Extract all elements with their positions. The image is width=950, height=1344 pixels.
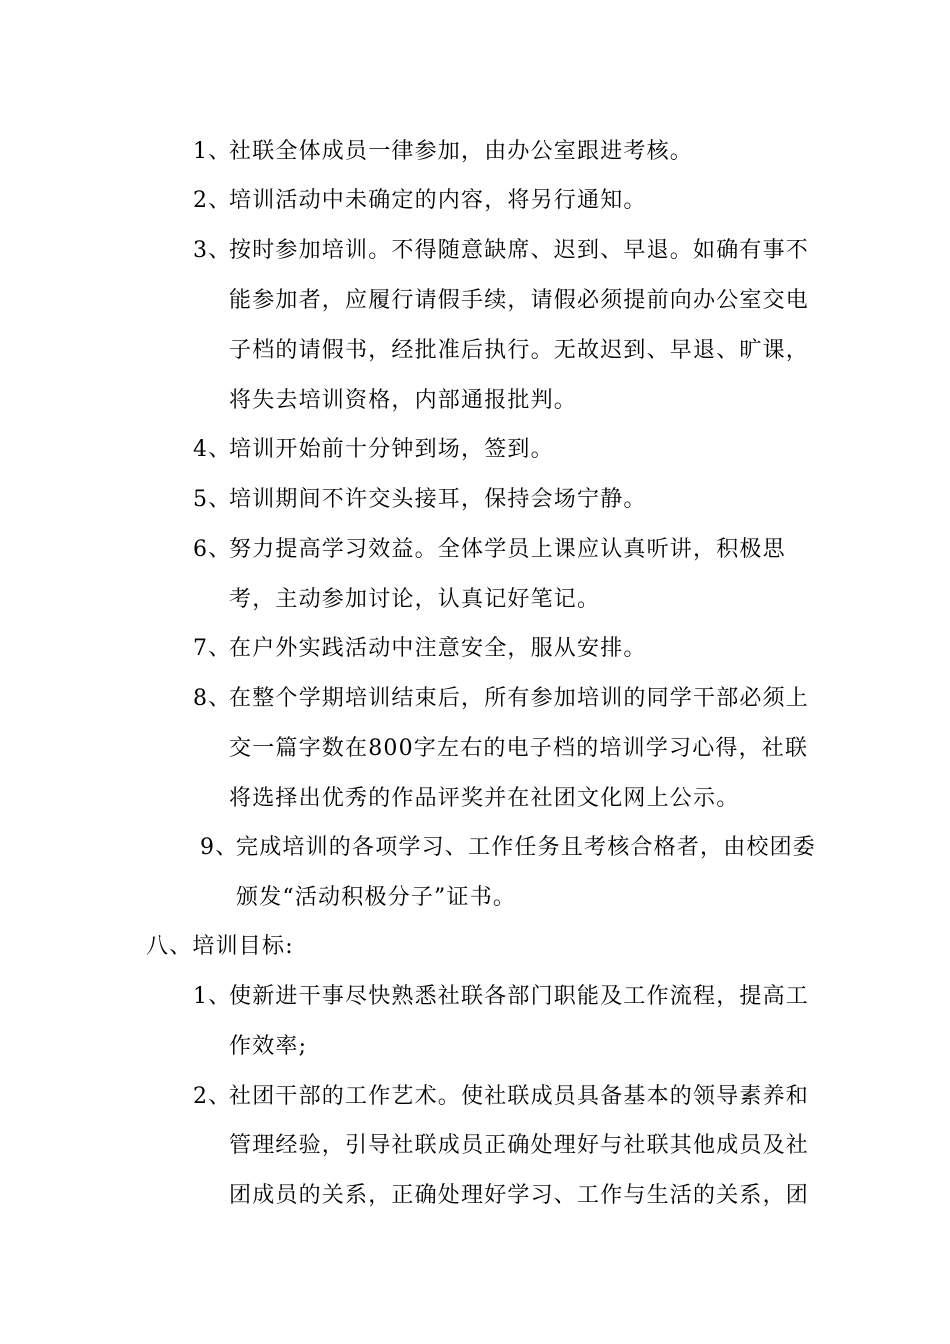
rule-3-line-3: 子档的请假书，经批准后执行。无故迟到、早退、旷课， [229, 338, 810, 363]
rule-8-number: 8、 [193, 686, 232, 711]
rule-1-number: 1、 [193, 139, 232, 164]
rule-6-line-1: 努力提高学习效益。全体学员上课应认真听讲，积极思 [229, 537, 786, 562]
rule-5-number: 5、 [193, 487, 232, 512]
goal-1-line-2: 作效率; [229, 1034, 308, 1059]
rule-9-line-2: 颁发“活动积极分子”证书。 [236, 885, 517, 910]
rule-8-line-1: 在整个学期培训结束后，所有参加培训的同学干部必须上 [229, 686, 810, 711]
rule-8-line-3: 将选择出优秀的作品评奖并在社团文化网上公示。 [229, 786, 740, 811]
rule-3-line-4: 将失去培训资格，内部通报批判。 [229, 388, 578, 413]
rule-8-line-2: 交一篇字数在800字左右的电子档的培训学习心得，社联 [229, 736, 809, 761]
rule-5-line-1: 培训期间不许交头接耳，保持会场宁静。 [229, 487, 647, 512]
goal-1-line-1: 使新进干事尽快熟悉社联各部门职能及工作流程，提高工 [229, 984, 810, 1009]
rule-3-number: 3、 [193, 238, 232, 263]
goal-2-number: 2、 [193, 1084, 232, 1109]
rule-1-line-1: 社联全体成员一律参加，由办公室跟进考核。 [229, 139, 694, 164]
goal-1-number: 1、 [193, 984, 232, 1009]
rule-6-line-2: 考，主动参加讨论，认真记好笔记。 [229, 587, 601, 612]
goal-2-line-2: 管理经验，引导社联成员正确处理好与社联其他成员及社 [229, 1133, 810, 1158]
rule-4-line-1: 培训开始前十分钟到场，签到。 [229, 437, 554, 462]
rule-7-number: 7、 [193, 636, 232, 661]
section-heading: 八、培训目标: [146, 934, 294, 959]
goal-2-line-3: 团成员的关系，正确处理好学习、工作与生活的关系，团 [229, 1183, 810, 1208]
rule-4-number: 4、 [193, 437, 232, 462]
rule-3-line-1: 按时参加培训。不得随意缺席、迟到、早退。如确有事不 [229, 238, 810, 263]
goal-2-line-1: 社团干部的工作艺术。使社联成员具备基本的领导素养和 [229, 1084, 810, 1109]
rule-6-number: 6、 [193, 537, 232, 562]
rule-7-line-1: 在户外实践活动中注意安全，服从安排。 [229, 636, 647, 661]
rule-9-line-1: 完成培训的各项学习、工作任务且考核合格者，由校团委 [236, 835, 817, 860]
rule-2-number: 2、 [193, 188, 232, 213]
rule-3-line-2: 能参加者，应履行请假手续，请假必须提前向办公室交电 [229, 288, 810, 313]
rule-9-number: 9、 [200, 835, 239, 860]
rule-2-line-1: 培训活动中未确定的内容，将另行通知。 [229, 188, 647, 213]
